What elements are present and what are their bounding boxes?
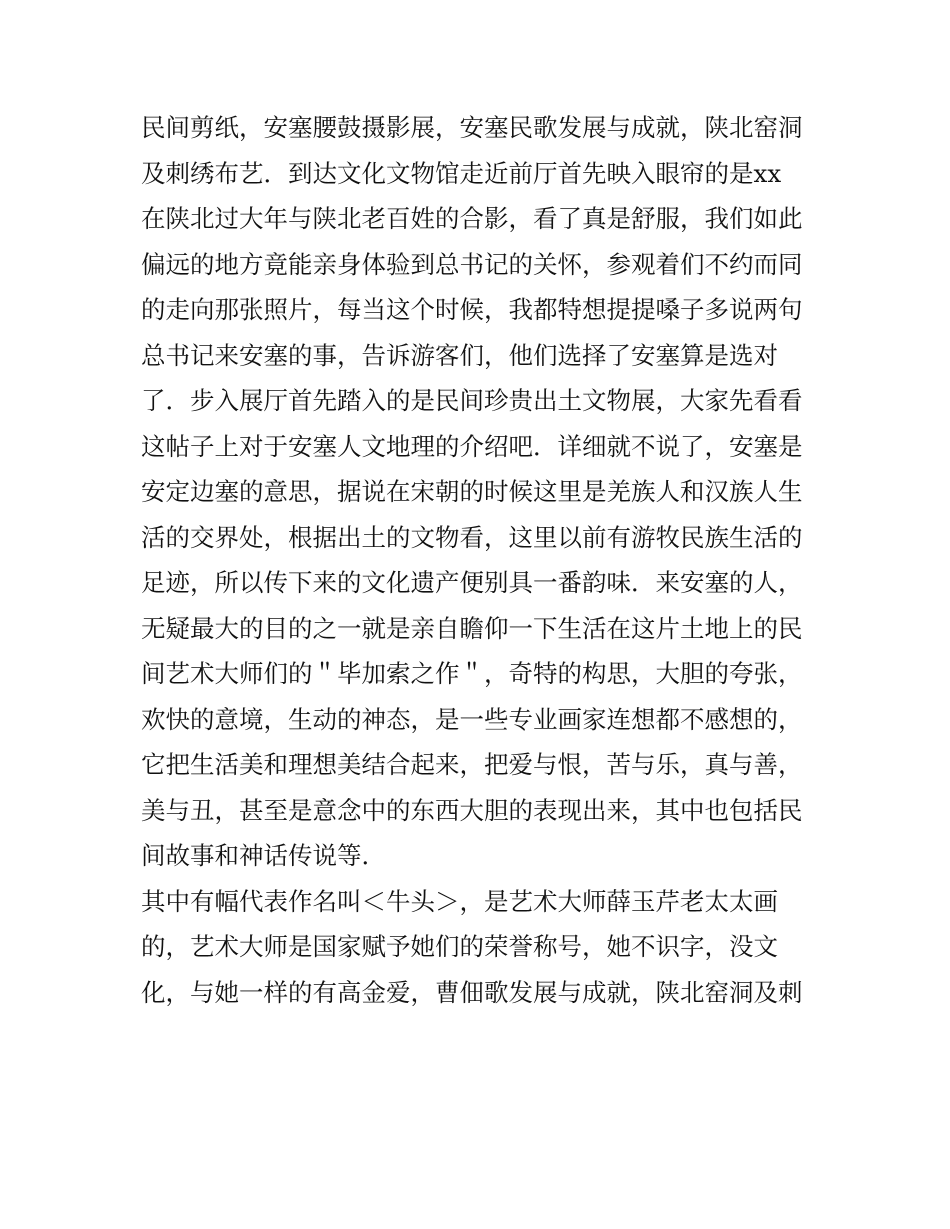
text-line: 了．步入展厅首先踏入的是民间珍贵出土文物展，大家先看看	[141, 386, 803, 415]
text-line: 总书记来安塞的事，告诉游客们，他们选择了安塞算是选对	[141, 340, 778, 370]
body-text	[141, 105, 821, 1015]
text-line: 足迹，所以传下来的文化遗产便别具一番韵味．来安塞的人，	[141, 568, 803, 597]
text-line: 民间剪纸，安塞腰鼓摄影展，安塞民歌发展与成就，陕北窑洞	[141, 113, 803, 142]
text-line: 的走向那张照片，每当这个时候，我都特想提提嗓子多说两句	[141, 295, 803, 324]
text-line: 的，艺术大师是国家赋予她们的荣誉称号，她不识字，没文	[141, 932, 778, 961]
text-line: 间故事和神话传说等．	[141, 841, 386, 870]
text-line: 欢快的意境，生动的神态，是一些专业画家连想都不感想的，	[141, 704, 803, 734]
text-line: 安定边塞的意思，据说在宋朝的时候这里是羌族人和汉族人生	[141, 477, 803, 506]
text-line: 化，与她一样的有高金爱，曹佃歌发展与成就，陕北窑洞及刺	[141, 977, 803, 1007]
text-line: 其中有幅代表作名叫＜牛头＞，是艺术大师薛玉芹老太太画	[141, 886, 778, 916]
text-line: 及刺绣布艺．到达文化文物馆走近前厅首先映入眼帘的是xx	[141, 158, 782, 188]
text-line: 这帖子上对于安塞人文地理的介绍吧．详细就不说了，安塞是	[141, 431, 803, 461]
text-line: 在陕北过大年与陕北老百姓的合影，看了真是舒服，我们如此	[141, 204, 803, 233]
text-line: 美与丑，甚至是意念中的东西大胆的表现出来，其中也包括民	[141, 795, 803, 825]
text-line: 间艺术大师们的＂毕加索之作＂，奇特的构思，大胆的夸张，	[141, 659, 803, 688]
text-line: 无疑最大的目的之一就是亲自瞻仰一下生活在这片土地上的民	[141, 613, 803, 643]
text-line: 活的交界处，根据出土的文物看，这里以前有游牧民族生活的	[141, 522, 803, 552]
text-line: 它把生活美和理想美结合起来，把爱与恨，苦与乐，真与善，	[141, 750, 803, 779]
text-line: 偏远的地方竟能亲身体验到总书记的关怀，参观着们不约而同	[141, 249, 803, 279]
